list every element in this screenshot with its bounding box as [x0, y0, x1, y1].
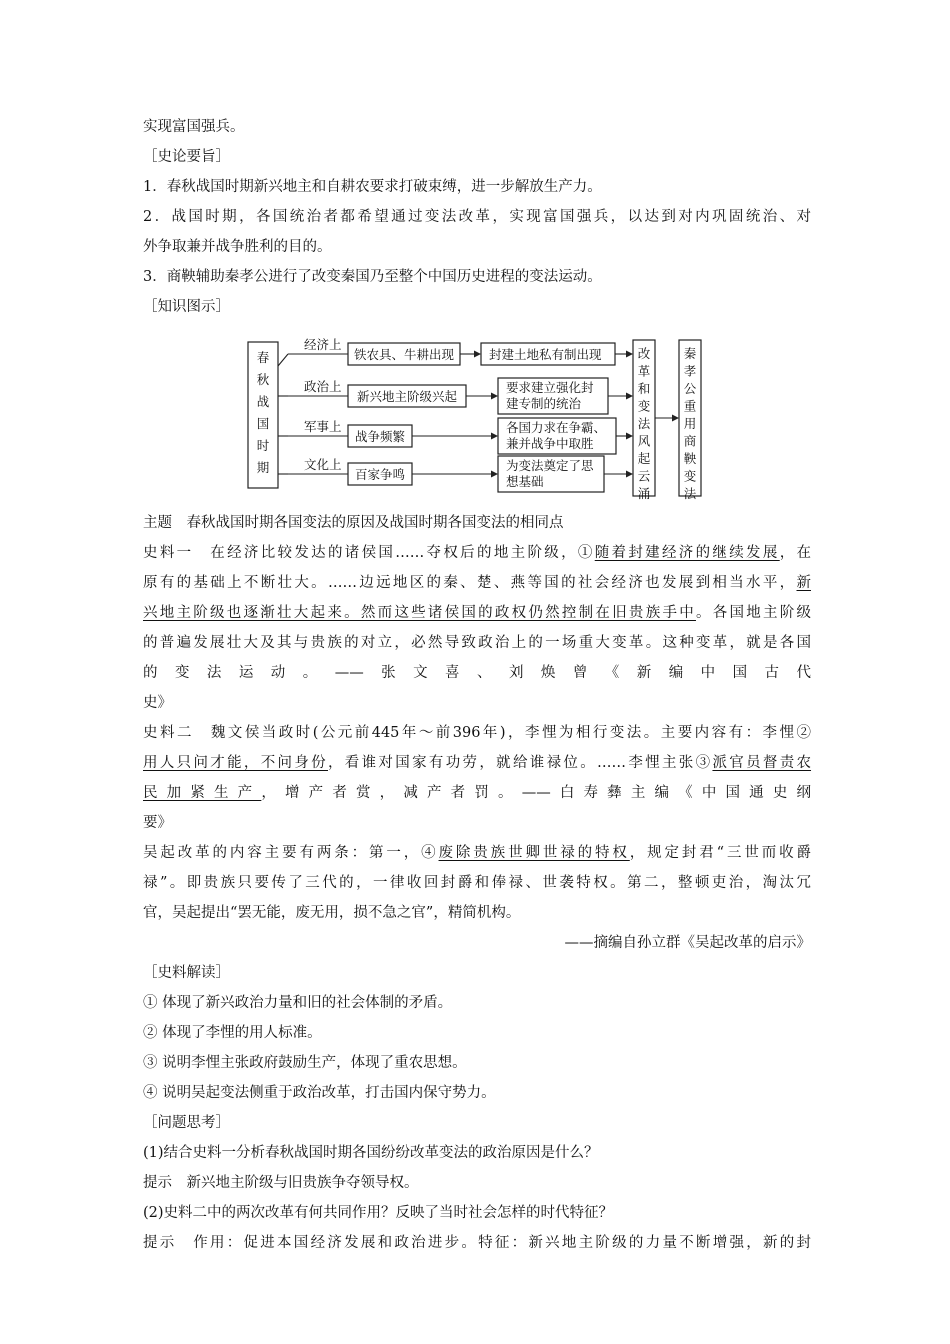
final-box-text-char-0: 秦 — [683, 346, 697, 361]
right-box-text-1-1: 建专制的统治 — [506, 396, 582, 411]
wuqi-line-2: 禄”。即贵族只要传了三代的，一律收回封爵和俸禄、世袭特权。第二，整顿吏治，淘汰冗 — [143, 875, 811, 891]
right-box-text-0-0: 封建土地私有制出现 — [489, 347, 602, 362]
source-1-line-6: 史》 — [143, 695, 172, 711]
underline-3: 派官员督责农 — [712, 755, 812, 771]
branch-label-0: 经济上 — [304, 337, 342, 352]
final-box-text-char-2: 公 — [683, 381, 697, 396]
source-1-line-5: 的变法运动。——张文喜、刘焕曾《新编中国古代 — [143, 665, 812, 681]
point-2-line-1: 2．战国时期，各国统治者都希望通过变法改革，实现富国强兵，以达到对内巩固统治、对 — [143, 209, 811, 225]
reading-item-3: ③ 说明李悝主张政府鼓励生产，体现了重农思想。 — [143, 1055, 467, 1071]
question-2: (2)史料二中的两次改革有何共同作用？反映了当时社会怎样的时代特征？ — [143, 1205, 614, 1221]
right-arrow-1-head — [626, 393, 633, 400]
result-box-text-char-3: 变 — [637, 398, 651, 414]
branch-label-3: 文化上 — [304, 457, 342, 472]
final-arrow-head — [672, 415, 679, 422]
reading-item-1: ① 体现了新兴政治力量和旧的社会体制的矛盾。 — [143, 995, 453, 1011]
document-page — [143, 112, 811, 1258]
reading-item-4: ④ 说明吴起变法侧重于政治改革，打击国内保守势力。 — [143, 1085, 496, 1101]
point-3: 3．商鞅辅助秦孝公进行了改变秦国乃至整个中国历史进程的变法运动。 — [143, 269, 602, 285]
hint-2: 提示 作用：促进本国经济发展和政治进步。特征：新兴地主阶级的力量不断增强，新的封 — [143, 1235, 811, 1251]
right-box-text-1-0: 要求建立强化封 — [506, 380, 594, 395]
result-box-text-char-2: 和 — [637, 381, 651, 396]
source-1-line-3: 兴地主阶级也逐渐壮大起来。然而这些诸侯国的政权仍然控制在旧贵族手中。各国地主阶级 — [143, 605, 812, 621]
mid-arrow-3-head — [491, 471, 498, 478]
topic-heading: 主题 春秋战国时期各国变法的原因及战国时期各国变法的相同点 — [143, 515, 564, 531]
section-heading-tushi: ［知识图示］ — [143, 299, 230, 315]
left-box-text-char-0: 春 — [256, 350, 270, 365]
result-box-text-char-6: 起 — [637, 451, 651, 466]
result-box-text-char-0: 改 — [637, 346, 651, 361]
final-box-text-char-8: 法 — [683, 486, 697, 501]
citation: ——张文喜、刘焕曾《新编中国古代 — [334, 665, 812, 681]
left-box-text-char-1: 秋 — [256, 372, 270, 387]
underline-4: 废除贵族世卿世禄的特权 — [438, 845, 630, 861]
point-2-line-2: 外争取兼并战争胜利的目的。 — [143, 239, 332, 255]
source-1-line-4: 的普遍发展壮大及其与贵族的对立，必然导致政治上的一场重大变革。这种变革，就是各国 — [143, 635, 811, 651]
point-1: 1．春秋战国时期新兴地主和自耕农要求打破束缚，进一步解放生产力。 — [143, 179, 602, 195]
right-box-text-2-1: 兼并战争中取胜 — [506, 436, 594, 451]
mid-box-text-3: 百家争鸣 — [354, 467, 406, 482]
right-box-text-3-0: 为变法奠定了思 — [506, 458, 594, 473]
hint-1: 提示 新兴地主阶级与旧贵族争夺领导权。 — [143, 1175, 419, 1191]
source-1-line-1: 史料一 在经济比较发达的诸侯国……夺权后的地主阶级，①随着封建经济的继续发展，在 — [143, 545, 812, 561]
wuqi-line-1: 吴起改革的内容主要有两条：第一，④废除贵族世卿世禄的特权，规定封君“三世而收爵 — [143, 845, 812, 861]
final-box-text-char-6: 鞅 — [683, 451, 697, 466]
source-1-line-2: 原有的基础上不断壮大。……边远地区的秦、楚、燕等国的社会经济也发展到相当水平，新 — [143, 575, 811, 591]
mid-arrow-1-head — [491, 393, 498, 400]
final-box-text-char-4: 用 — [683, 416, 697, 431]
citation: ——白寿彝主编《中国通史纲 — [521, 785, 812, 801]
section-heading-shilun: ［史论要旨］ — [143, 149, 230, 165]
left-box-text-char-2: 战 — [256, 394, 270, 409]
section-heading-sikao: ［问题思考］ — [143, 1115, 230, 1131]
right-box-text-2-0: 各国力求在争霸、 — [506, 420, 607, 435]
left-box-text-char-5: 期 — [256, 460, 270, 475]
underline-2: 用人只问才能，不问身份 — [143, 755, 328, 771]
branch-label-2: 军事上 — [304, 419, 342, 434]
reading-item-2: ② 体现了李悝的用人标准。 — [143, 1025, 322, 1041]
source-2-line-3: 民加紧生产，增产者赏，减产者罚。——白寿彝主编《中国通史纲 — [143, 785, 812, 801]
final-box-text-char-1: 孝 — [683, 363, 697, 379]
left-box-text-char-3: 国 — [256, 416, 270, 431]
underline-1: 随着封建经济的继续发展 — [594, 545, 780, 561]
branch-label-1: 政治上 — [304, 379, 342, 394]
result-box-text-char-4: 法 — [637, 416, 651, 431]
source-2-line-2: 用人只问才能，不问身份，看谁对国家有功劳，就给谁禄位。……李悝主张③派官员督责农 — [143, 755, 812, 771]
mid-box-text-2: 战争频繁 — [354, 429, 406, 444]
final-box-text-char-5: 商 — [683, 433, 697, 449]
wuqi-line-3: 官，吴起提出“罢无能，废无用，损不急之官”，精简机构。 — [143, 905, 521, 921]
knowledge-diagram — [143, 328, 811, 504]
source-2-line-4: 要》 — [143, 815, 172, 831]
result-box-text-char-1: 革 — [637, 363, 651, 379]
right-box-text-3-1: 想基础 — [506, 474, 544, 489]
right-arrow-2-head — [626, 433, 633, 440]
wuqi-citation: ——摘编自孙立群《吴起改革的启示》 — [564, 935, 811, 951]
branch-line-0-a — [278, 354, 288, 366]
right-arrow-3-head — [626, 471, 633, 478]
text-line: 实现富国强兵。 — [143, 119, 245, 135]
result-box-text-char-5: 风 — [637, 433, 651, 449]
section-heading-jiedu: ［史料解读］ — [143, 965, 230, 981]
right-arrow-0-head — [626, 351, 633, 358]
knowledge-diagram-svg — [143, 328, 811, 504]
final-box-text-char-3: 重 — [683, 398, 697, 414]
mid-box-text-1: 新兴地主阶级兴起 — [356, 389, 458, 404]
source-2-line-1: 史料二 魏文侯当政时(公元前445年～前396年)，李悝为相行变法。主要内容有：李悝② — [143, 725, 811, 741]
mid-arrow-2-head — [491, 433, 498, 440]
mid-box-text-0: 铁农具、牛耕出现 — [353, 347, 455, 362]
result-box-text-char-7: 云 — [637, 468, 651, 484]
final-box-text-char-7: 变 — [683, 468, 697, 484]
mid-arrow-0-head — [474, 351, 481, 358]
result-box-text-char-8: 涌 — [637, 486, 651, 501]
left-box-text-char-4: 时 — [256, 438, 270, 453]
question-1: (1)结合史料一分析春秋战国时期各国纷纷改革变法的政治原因是什么？ — [143, 1145, 599, 1161]
